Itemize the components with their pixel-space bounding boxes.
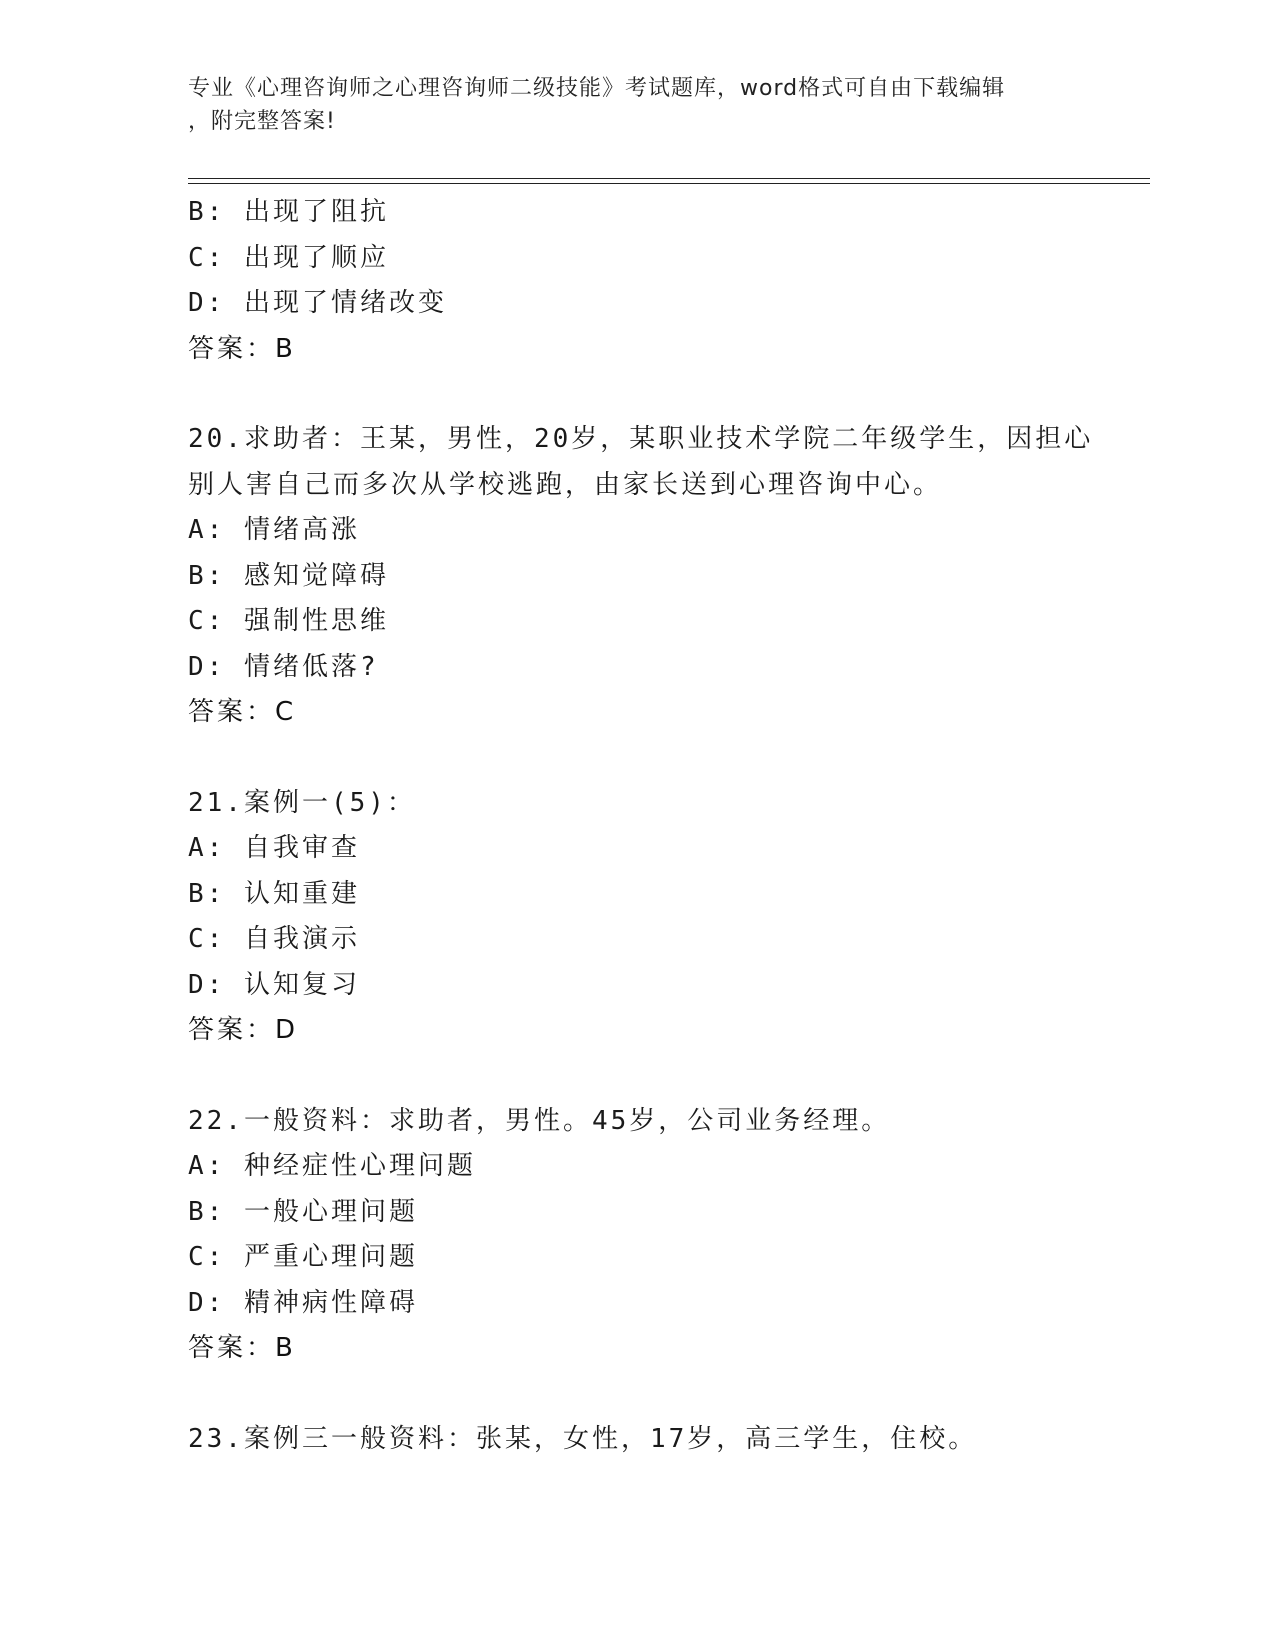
option-b: B: 出现了阻抗 — [188, 197, 389, 227]
header-line-2: ，附完整答案! — [188, 109, 336, 134]
option-a: A: 情绪高涨 — [188, 515, 360, 545]
option-c: C: 自我演示 — [188, 924, 360, 954]
header-divider-top — [188, 178, 1150, 179]
answer: 答案：B — [188, 333, 296, 364]
answer: 答案：B — [188, 1333, 296, 1363]
option-b: B: 一般心理问题 — [188, 1196, 418, 1227]
option-b: B: 感知觉障碍 — [188, 560, 389, 591]
question-20 — [188, 417, 1094, 736]
option-c: C: 强制性思维 — [188, 606, 389, 636]
question-list — [188, 190, 1094, 1462]
option-d: D: 情绪低落? — [188, 651, 379, 682]
header-divider-bottom — [188, 183, 1150, 184]
answer: 答案：C — [188, 697, 297, 727]
question-21 — [188, 781, 1088, 1054]
option-a: A: 种经症性心理问题 — [188, 1151, 476, 1181]
question-stem-line-2: 别人害自己而多次从学校逃跑，由家长送到心理咨询中心。 — [188, 469, 943, 500]
option-c: C: 出现了顺应 — [188, 242, 389, 273]
question-stem: 22.一般资料：求助者，男性。45岁，公司业务经理。 — [188, 1105, 891, 1136]
option-b: B: 认知重建 — [188, 878, 360, 909]
answer: 答案：D — [188, 1015, 299, 1045]
question-23 — [188, 1417, 1088, 1463]
question-stem: 21.案例一(5)： — [188, 787, 416, 818]
question-19 — [188, 190, 1088, 372]
option-a: A: 自我审查 — [188, 833, 360, 863]
option-c: C: 严重心理问题 — [188, 1242, 418, 1272]
header-line-1: 专业《心理咨询师之心理咨询师二级技能》考试题库，word格式可自由下载编辑 — [188, 76, 1006, 101]
question-stem: 23.案例三一般资料：张某，女性，17岁，高三学生，住校。 — [188, 1423, 978, 1454]
option-d: D: 认知复习 — [188, 969, 360, 1000]
document-header — [188, 72, 1068, 138]
option-d: D: 出现了情绪改变 — [188, 288, 447, 318]
question-22 — [188, 1099, 1088, 1372]
option-d: D: 精神病性障碍 — [188, 1287, 418, 1318]
question-stem-line-1: 20.求助者：王某，男性，20岁，某职业技术学院二年级学生，因担心 — [188, 424, 1094, 454]
